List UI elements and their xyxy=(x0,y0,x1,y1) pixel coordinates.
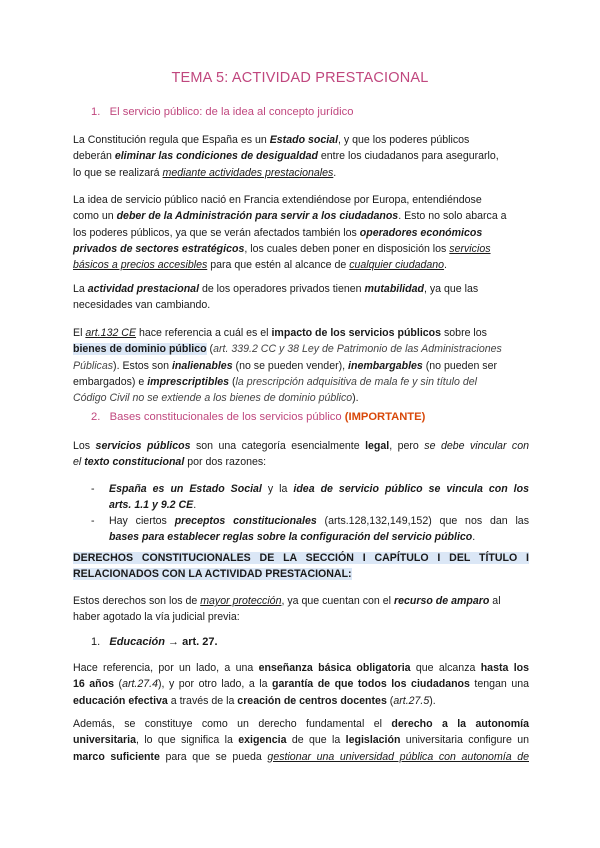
text: embargados) e xyxy=(73,375,148,388)
text: como un xyxy=(73,210,117,223)
text: de que la xyxy=(286,734,346,747)
text: los poderes públicos, ya que se verán afectados también los xyxy=(73,226,360,239)
text: (no se pueden vender), xyxy=(232,359,349,372)
text: actividad prestacional xyxy=(87,283,200,295)
text: RELACIONADOS CON LA ACTIVIDAD PRESTACIONAL: xyxy=(73,568,352,581)
text: imprescriptibles xyxy=(147,375,230,388)
text: Educación xyxy=(109,636,165,648)
text: privados de sectores estratégicos xyxy=(73,242,245,255)
text: (no pueden ser xyxy=(422,359,498,372)
text: . Esto no solo abarca a xyxy=(398,210,507,223)
text: idea de servicio público se vincula con los xyxy=(293,483,529,495)
text: se debe vincular con xyxy=(424,440,530,452)
text: art. 339.2 CC y 38 Ley de Patrimonio de las Administraciones xyxy=(213,343,502,356)
text: lo que se realizará xyxy=(73,166,163,179)
text: cualquier ciudadano xyxy=(349,259,445,272)
text: Además, se constituye como un derecho fundamental el xyxy=(73,718,392,730)
text: texto constitucional xyxy=(84,456,185,469)
text: legislación xyxy=(345,734,401,747)
text: Estado social xyxy=(269,134,339,146)
text: que alcanza xyxy=(410,662,481,674)
text: arts. 1.1 y 9.2 CE xyxy=(109,499,194,512)
text: para que estén al alcance de xyxy=(207,259,350,272)
text: el xyxy=(73,456,85,469)
text: España es un Estado Social xyxy=(109,483,262,495)
text: haber agotado la vía judicial previa: xyxy=(73,611,240,624)
text: , ya que cuentan con el xyxy=(281,595,394,607)
important-tag: (IMPORTANTE) xyxy=(344,411,426,423)
text: La idea de servicio público nació en Francia extendiéndose por Europa, entendiéndose xyxy=(73,194,482,206)
text: tengan una xyxy=(469,678,530,691)
text: educación efectiva xyxy=(73,694,168,707)
text: ( xyxy=(114,678,123,691)
text: . xyxy=(193,499,197,512)
text: derecho a la autonomía xyxy=(391,718,530,730)
text: creación de centros docentes xyxy=(237,694,387,707)
text: por dos razones: xyxy=(184,456,267,469)
text: para que se pueda xyxy=(159,750,268,763)
text: ( xyxy=(386,694,394,707)
text: y la xyxy=(261,483,294,495)
text: bienes de dominio público xyxy=(73,343,207,356)
bullet-estado-social xyxy=(109,481,529,514)
page-title: TEMA 5: ACTIVIDAD PRESTACIONAL xyxy=(171,70,429,86)
text: → art. 27. xyxy=(164,636,218,648)
paragraph-mutabilidad xyxy=(73,281,529,314)
text: (arts.128,132,149,152) que nos dan las xyxy=(316,515,529,527)
paragraph-autonomia-universitaria xyxy=(73,716,529,765)
text: entre los ciudadanos para asegurarlo, xyxy=(317,150,499,163)
text: DERECHOS CONSTITUCIONALES DE LA SECCIÓN I CAPÍTULO I DEL TÍTULO I xyxy=(73,552,529,564)
text: hace referencia a cuál es el xyxy=(136,327,272,339)
text: ). Estos son xyxy=(113,359,172,372)
text: eliminar las condiciones de desigualdad xyxy=(114,150,318,163)
text: Los xyxy=(73,440,96,452)
text: Hace referencia, por un lado, a una xyxy=(73,662,259,674)
text: , y que los poderes públicos xyxy=(338,134,470,146)
text: ( xyxy=(229,375,236,388)
text: ). xyxy=(352,392,359,405)
text: inembargables xyxy=(348,359,423,372)
text: mediante actividades prestacionales xyxy=(162,166,334,179)
paragraph-mayor-proteccion xyxy=(73,593,529,626)
text: de los operadores privados tienen xyxy=(199,283,365,295)
section-2-number: 2. xyxy=(91,411,101,423)
text: ). xyxy=(429,694,436,707)
text: preceptos constitucionales xyxy=(174,515,317,527)
text: Hay ciertos xyxy=(109,515,175,527)
text: art.132 CE xyxy=(85,327,137,339)
text: inalienables xyxy=(171,359,233,372)
text: hasta los xyxy=(480,662,529,674)
bullet-dash: - xyxy=(91,483,95,495)
text: enseñanza básica obligatoria xyxy=(258,662,411,674)
text: servicios xyxy=(449,242,491,255)
text: garantía de que todos los ciudadanos xyxy=(271,678,470,691)
text: art.27.4 xyxy=(122,678,158,691)
text: deber de la Administración para servir a los ciudadanos xyxy=(116,210,399,223)
list-number: 1. xyxy=(91,636,101,648)
section-1-heading xyxy=(91,106,353,118)
text: El xyxy=(73,327,86,339)
text: Código Civil no se extiende a los bienes de dominio público xyxy=(73,392,353,405)
text: al xyxy=(489,595,501,607)
bullet-preceptos xyxy=(109,513,529,546)
text: Públicas xyxy=(73,359,114,372)
text: Estos derechos son los de xyxy=(73,595,201,607)
text: la prescripción adquisitiva de mala fe y sin título del xyxy=(235,375,477,388)
text: La xyxy=(73,283,88,295)
text: ( xyxy=(206,343,214,356)
text: sobre los xyxy=(441,327,487,339)
text: bases para establecer reglas sobre la configuración del servicio público xyxy=(109,531,473,544)
text: básicos a precios accesibles xyxy=(73,259,208,272)
text: La Constitución regula que España es un xyxy=(73,134,270,146)
text: gestionar una universidad pública con autonomía de xyxy=(267,750,529,763)
text: marco suficiente xyxy=(73,750,160,763)
text: recurso de amparo xyxy=(393,595,490,607)
text: , lo que significa la xyxy=(136,734,239,747)
text: legal xyxy=(365,440,390,452)
caps-heading-derechos xyxy=(73,550,529,583)
section-2-title: Bases constitucionales de los servicios público xyxy=(109,411,345,423)
list-item-educacion xyxy=(91,636,218,648)
text: mayor protección xyxy=(200,595,282,607)
text: deberán xyxy=(73,150,115,163)
paragraph-ensenanza xyxy=(73,660,529,709)
text: . xyxy=(333,166,337,179)
paragraph-servicio-publico-origen xyxy=(73,192,529,273)
paragraph-art-132 xyxy=(73,325,529,406)
text: 16 años xyxy=(73,678,115,691)
section-1-number: 1. xyxy=(91,106,101,118)
text: mutabilidad xyxy=(364,283,424,295)
text: . xyxy=(444,259,447,272)
text: universitaria configure un xyxy=(400,734,529,747)
text: ), y por otro lado, a la xyxy=(158,678,272,691)
text: a través de la xyxy=(167,694,238,707)
text: , ya que las xyxy=(423,283,479,295)
paragraph-estado-social xyxy=(73,132,529,181)
text: . xyxy=(472,531,476,544)
text: , pero xyxy=(389,440,425,452)
text: impacto de los servicios públicos xyxy=(271,327,442,339)
section-1-title: El servicio público: de la idea al concepto jurídico xyxy=(109,106,354,118)
section-2-heading xyxy=(91,411,425,423)
text: son una categoría esencialmente xyxy=(190,440,366,452)
text: exigencia xyxy=(238,734,287,747)
text: operadores económicos xyxy=(359,226,483,239)
paragraph-servicios-publicos-legal xyxy=(73,438,529,471)
text: art.27.5 xyxy=(393,694,430,707)
text: universitaria xyxy=(73,734,137,747)
text: , los cuales deben poner en disposición los xyxy=(244,242,450,255)
text: necesidades van cambiando. xyxy=(73,299,211,312)
text: servicios públicos xyxy=(95,440,191,452)
bullet-dash: - xyxy=(91,515,95,527)
